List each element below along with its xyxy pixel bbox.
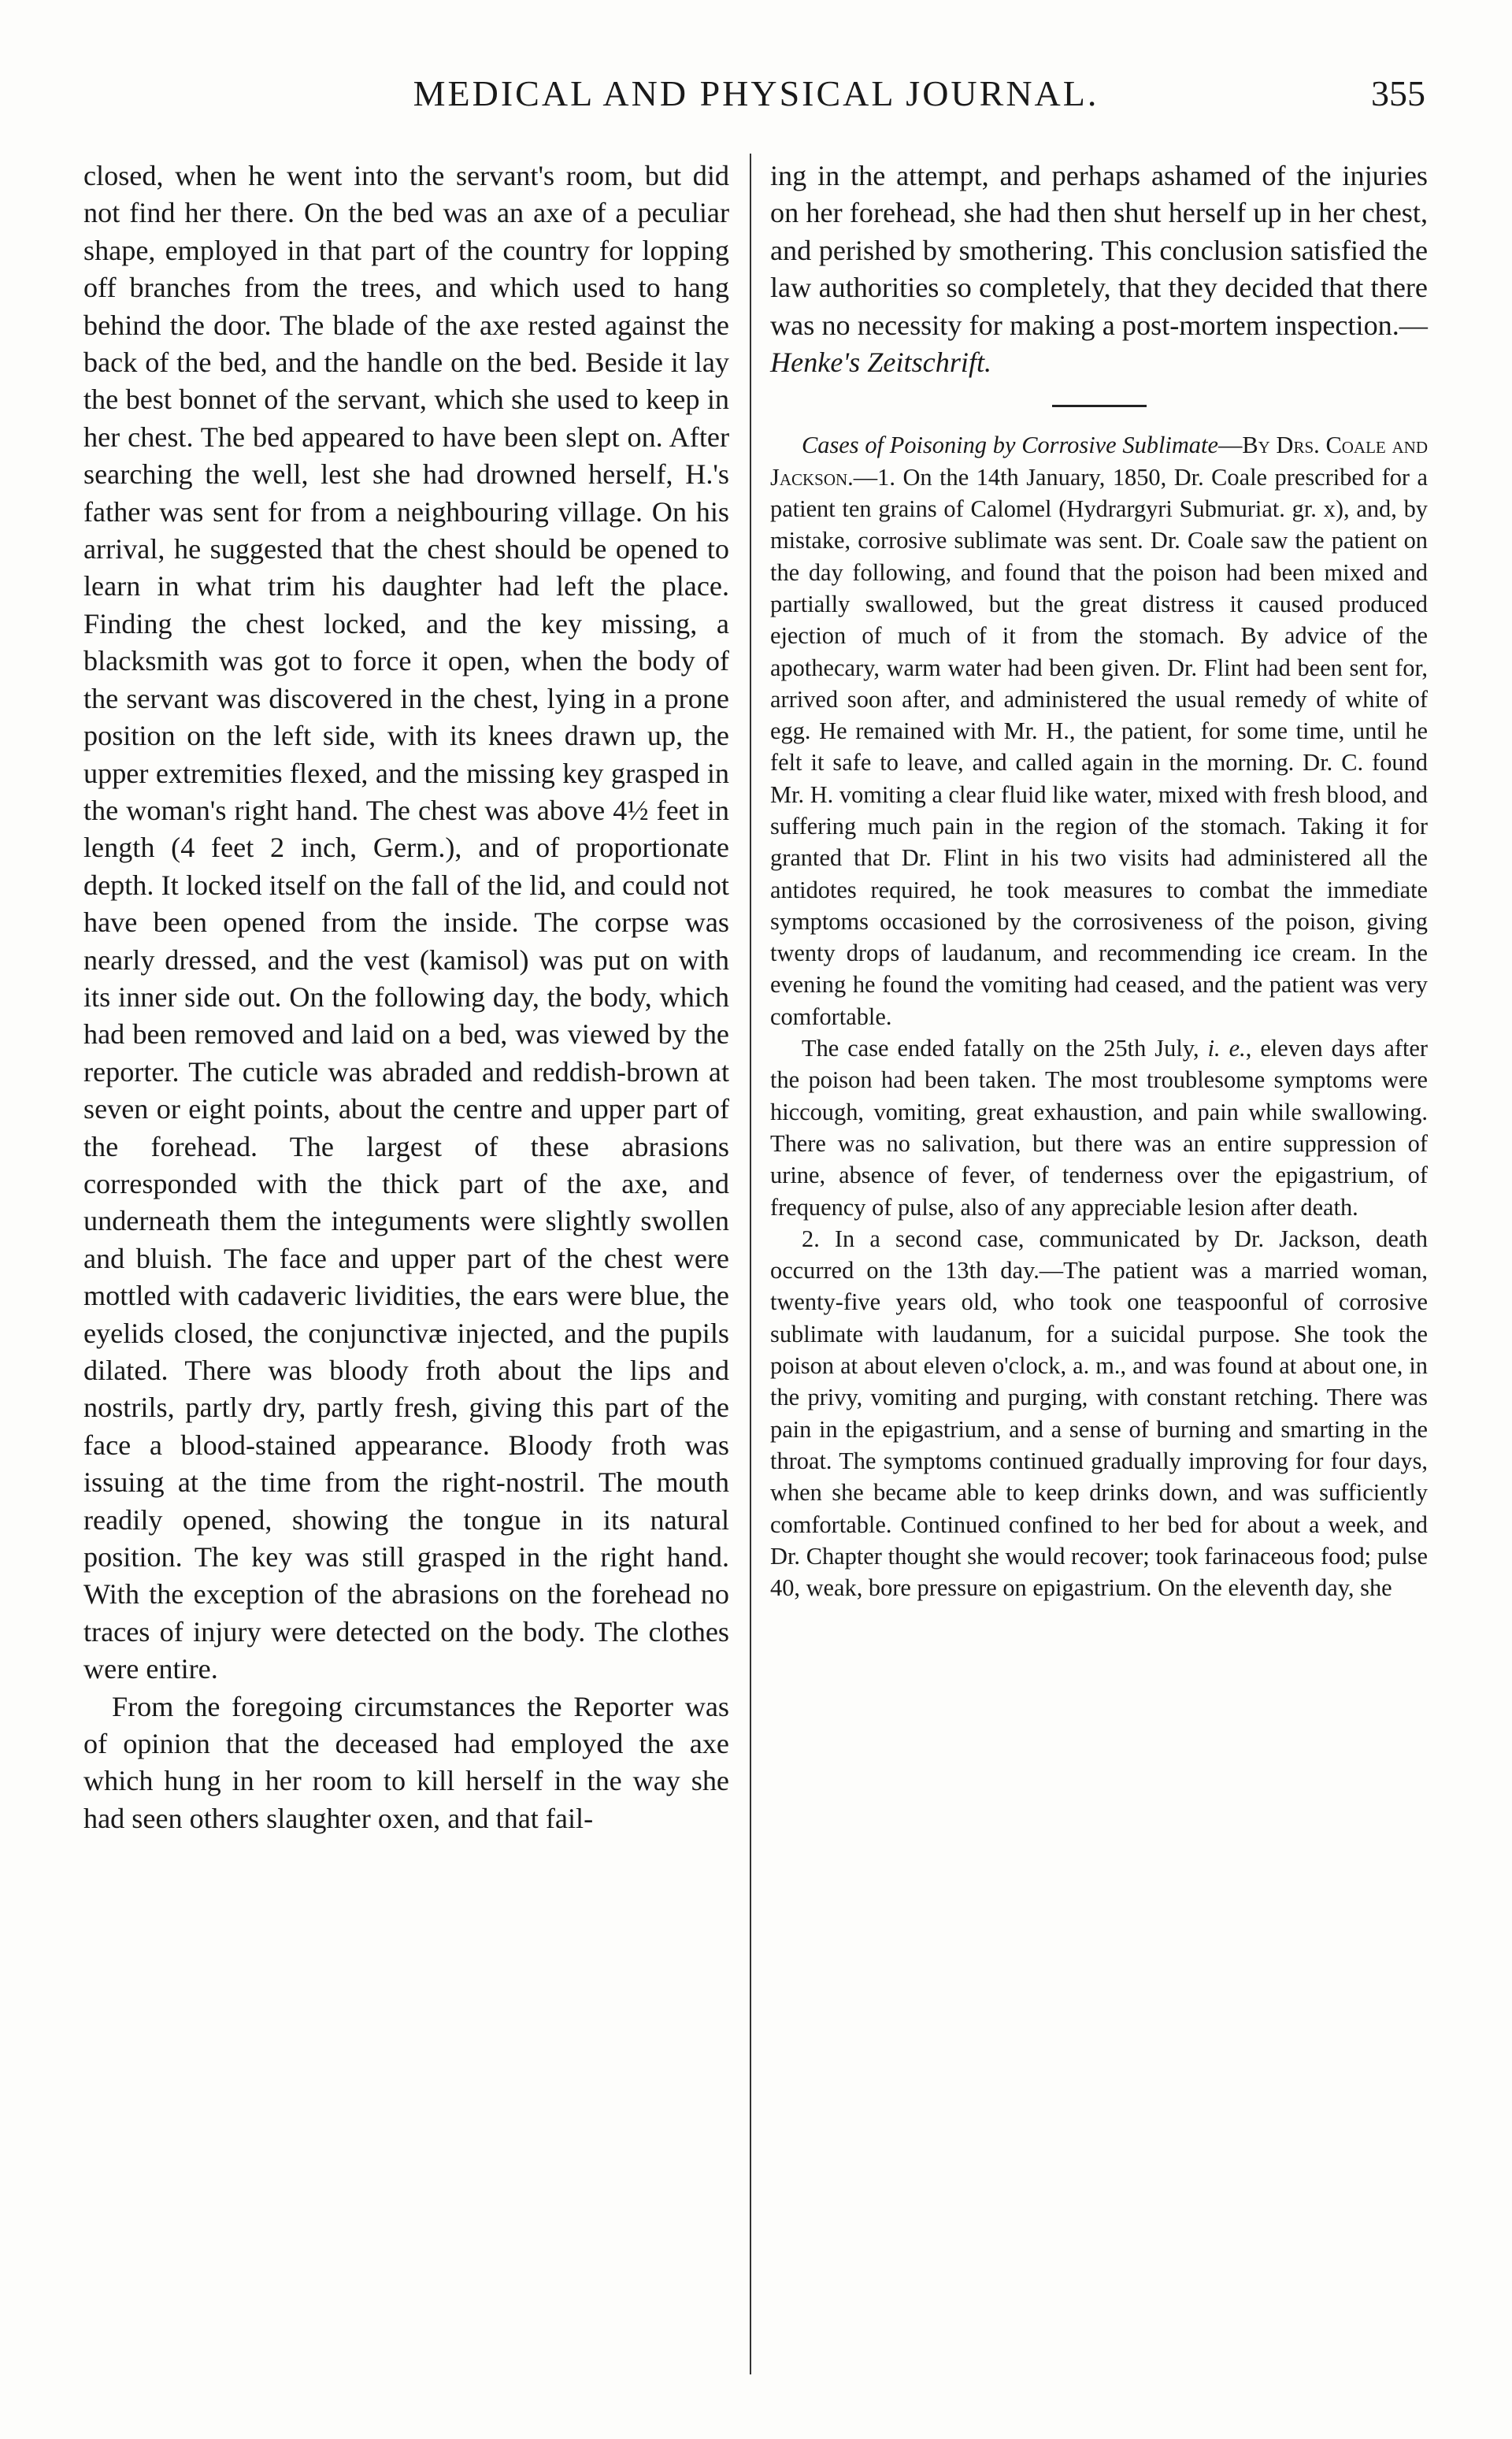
page-header bbox=[87, 72, 1425, 120]
article-title: Cases of Poisoning by Corrosive Sublimate bbox=[802, 432, 1218, 459]
left-column bbox=[83, 158, 729, 1837]
source-citation: Henke's Zeitschrift. bbox=[770, 347, 992, 379]
right-paragraph-1 bbox=[770, 158, 1428, 381]
column-divider bbox=[750, 154, 751, 2374]
case-1-outcome bbox=[770, 1032, 1428, 1223]
running-title: MEDICAL AND PHYSICAL JOURNAL. bbox=[413, 73, 1099, 113]
article-byline: —By Drs. Coale and Jackson.— bbox=[770, 432, 1429, 491]
case-1-outcome-b: , eleven days after the poison had been taken. The most troublesome symptoms were hiccough, vomiting, great exhaustion, and pain while swallowing. There was no salivation, but there was an entire suppression of urine, absence of fever, of tenderness over the epigastrium, of frequency of pulse, also of any appreciable lesion after death. bbox=[770, 1035, 1429, 1221]
case-1-outcome-a: The case ended fatally on the 25th July, bbox=[802, 1035, 1208, 1062]
section-divider bbox=[1052, 405, 1147, 407]
article-first-paragraph bbox=[770, 429, 1428, 1032]
right-column bbox=[770, 158, 1428, 1603]
left-paragraph-1: closed, when he went into the servant's room, but did not find her there. On the bed was an axe of a peculiar shape, employed in that part of the country for lopping off branches from the trees, and which used to hang behind the door. The blade of the axe rested against the back of the bed, and the handle on the bed. Beside it lay the best bonnet of the servant, which she used to keep in her chest. The bed appeared to have been slept on. After searching the well, lest she had drowned herself, H.'s father was sent for from a neighbouring village. On his arrival, he suggested that the chest should be opened to learn in what trim his daughter had left the place. Finding the chest locked, and the key missing, a blacksmith was got to force it open, when the body of the servant was discovered in the chest, lying in a prone position on the left side, with its knees drawn up, the upper extremities flexed, and the missing key grasped in the woman's right hand. The chest was above 4½ feet in length (4 feet 2 inch, Germ.), and of proportionate depth. It locked itself on the fall of the lid, and could not have been opened from the inside. The corpse was nearly dressed, and the vest (kamisol) was put on with its inner side out. On the following day, the body, which had been removed and laid on a bed, was viewed by the reporter. The cuticle was abraded and reddish-brown at seven or eight points, about the centre and upper part of the forehead. The largest of these abrasions corresponded with the thick part of the axe, and underneath them the integuments were slightly swollen and bluish. The face and upper part of the chest were mottled with cadaveric lividities, the ears were blue, the eyelids closed, the conjunctivæ injected, and the pupils dilated. There was bloody froth about the lips and nostrils, partly dry, partly fresh, giving this part of the face a blood-stained appearance. Bloody froth was issuing at the time from the right-nostril. The mouth readily opened, showing the tongue in its natural position. The key was still grasped in the right hand. With the exception of the abrasions on the forehead no traces of injury were detected on the body. The clothes were entire. bbox=[83, 160, 729, 1685]
page-number: 355 bbox=[1371, 73, 1425, 113]
case-1-text: 1. On the 14th January, 1850, Dr. Coale prescribed for a patient ten grains of Calomel (Hydrargyri Submuriat. gr. x), and, by mistake, corrosive sublimate was sent. Dr. Coale saw the patient on the day following, and found that the poison had been mixed and partially swallowed, but the great distress it caused produced ejection of much of it from the stomach. By advice of the apothecary, warm water had been given. Dr. Flint had been sent for, arrived soon after, and administered the usual remedy of white of egg. He remained with Mr. H., the patient, for some time, until he felt it safe to leave, and called again in the morning. Dr. C. found Mr. H. vomiting a clear fluid like water, mixed with fresh blood, and suffering much pain in the region of the stomach. Taking it for granted that Dr. Flint in his two visits had administered all the antidotes required, he took measures to combat the immediate symptoms occasioned by the corrosiveness of the poison, giving twenty drops of laudanum, and recommending ice cream. In the evening he found the vomiting had ceased, and the patient was very comfortable. bbox=[770, 463, 1428, 1030]
left-paragraph-2: From the foregoing circumstances the Reporter was of opinion that the deceased had employed the axe which hung in her room to kill herself in the way she had seen others slaughter oxen, and that fail- bbox=[83, 1690, 729, 1834]
case-2-text: 2. In a second case, communicated by Dr. Jackson, death occurred on the 13th day.—The patient was a married woman, twenty-five years old, who took one teaspoonful of corrosive sublimate with laudanum, for a suicidal purpose. She took the poison at about eleven o'clock, a. m., and was found at about one, in the privy, vomiting and purging, with constant retching. There was pain in the epigastrium, and a sense of burning and smarting in the throat. The symptoms continued gradually improving for four days, when she became able to keep drinks down, and was sufficiently comfortable. Continued confined to her bed for about a week, and Dr. Chapter thought she would recover; took farinaceous food; pulse 40, weak, bore pressure on epigastrium. On the eleventh day, she bbox=[770, 1225, 1428, 1602]
article-body bbox=[770, 429, 1428, 1603]
right-paragraph-1-text: ing in the attempt, and perhaps ashamed of the injuries on her forehead, she had then shut herself up in her chest, and perished by smothering. This conclusion satisfied the law authorities so completely, that they decided that there was no necessity for making a post-mortem inspection.— bbox=[770, 160, 1428, 341]
ie-abbreviation: i. e. bbox=[1207, 1035, 1246, 1062]
